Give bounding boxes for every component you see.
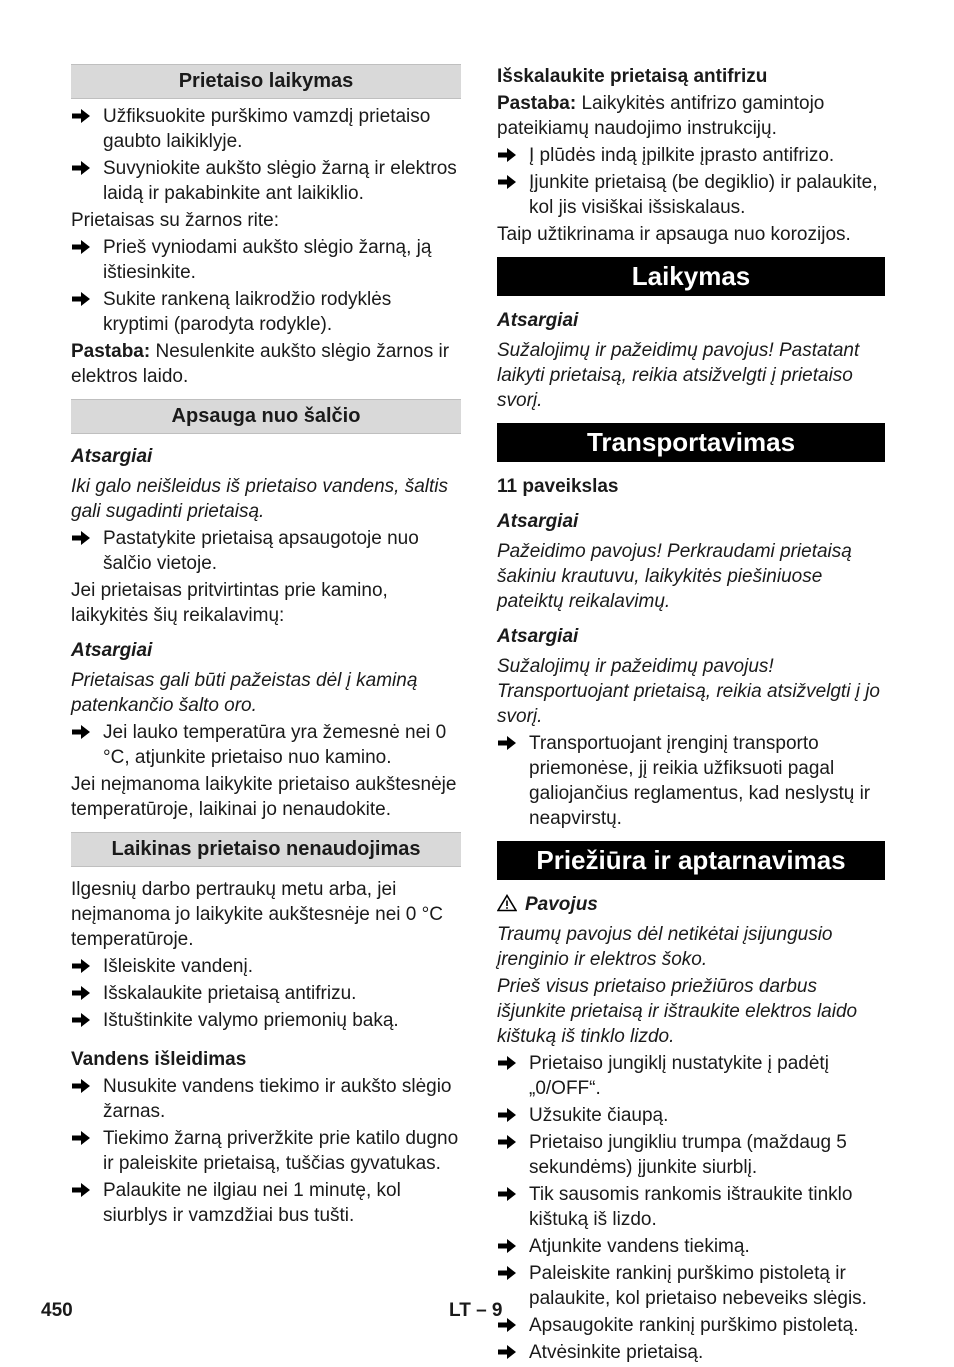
- list-item: Išskalaukite prietaisą antifrizu.: [71, 981, 461, 1006]
- language-page-marker: LT – 9: [449, 1300, 503, 1321]
- arrow-right-icon: [498, 174, 516, 190]
- list-item: Apsaugokite rankinį purškimo pistoletą.: [497, 1313, 885, 1338]
- list-item: Prieš vyniodami aukšto slėgio žarną, ją ištiesinkite.: [71, 235, 461, 285]
- arrow-right-icon: [72, 291, 90, 307]
- chimney-paragraph: Jei prietaisas pritvirtintas prie kamino, laikykitės šių reikalavimų:: [71, 580, 388, 626]
- frost-closing-paragraph: Jei neįmanoma laikykite prietaiso aukštesnėje temperatūroje, laikinai jo nenaudokite.: [71, 774, 457, 820]
- frost-steps: [71, 526, 461, 576]
- list-item: Išleiskite vandenį.: [71, 954, 461, 979]
- arrow-right-icon: [498, 1107, 516, 1123]
- hose-reel-label: Prietaisas su žarnos rite:: [71, 210, 280, 231]
- list-item: Prietaiso jungikliu trumpa (maždaug 5 sekundėms) įjunkite siurblį.: [497, 1130, 885, 1180]
- list-item: Atjunkite vandens tiekimą.: [497, 1234, 885, 1259]
- list-item: Prietaiso jungiklį nustatykite į padėtį „0/OFF“.: [497, 1051, 885, 1101]
- chimney-steps: [71, 720, 461, 770]
- note-paragraph: Pastaba: Nesulenkite aukšto slėgio žarnos ir elektros laido.: [71, 341, 450, 387]
- drain-steps: [71, 1074, 461, 1228]
- hose-reel-steps: [71, 235, 461, 337]
- subheading-antifreeze: Išskalaukite prietaisą antifrizu: [497, 66, 768, 87]
- arrow-right-icon: [498, 1055, 516, 1071]
- arrow-right-icon: [72, 724, 90, 740]
- list-item: Atvėsinkite prietaisą.: [497, 1340, 885, 1365]
- caution-label: Atsargiai: [71, 640, 153, 661]
- caution-text: Pažeidimo pavojus! Perkraudami prietaisą šakiniu krautuvu, laikykitės piešiniuose pateiktų reikalavimų.: [497, 541, 852, 612]
- danger-label: Pavojus: [497, 892, 885, 917]
- corrosion-paragraph: Taip užtikrinama ir apsauga nuo korozijos.: [497, 224, 851, 245]
- list-item: Transportuojant įrenginį transporto priemonėse, jį reikia užfiksuoti pagal galiojančius reglamentus, kad neslystų ir neapvirstų.: [497, 731, 885, 831]
- list-item: Įjunkite prietaisą (be degiklio) ir palaukite, kol jis visiškai išsiskalaus.: [497, 170, 885, 220]
- arrow-right-icon: [498, 1186, 516, 1202]
- antifreeze-steps: [497, 143, 885, 220]
- arrow-right-icon: [498, 1265, 516, 1281]
- section-title-frost-protection: Apsauga nuo šalčio: [71, 399, 461, 434]
- arrow-right-icon: [72, 160, 90, 176]
- arrow-right-icon: [72, 239, 90, 255]
- shutdown-intro: Ilgesnių darbo pertraukų metu arba, jei neįmanoma jo laikykite aukštesnėje nei 0 °C temperatūroje.: [71, 879, 443, 950]
- caution-label: Atsargiai: [497, 511, 579, 532]
- danger-text: Traumų pavojus dėl netikėtai įsijungusio įrenginio ir elektros šoko.: [497, 924, 833, 970]
- caution-label: Atsargiai: [71, 446, 153, 467]
- arrow-right-icon: [498, 735, 516, 751]
- arrow-right-icon: [72, 1182, 90, 1198]
- list-item: Tik sausomis rankomis ištraukite tinklo kištuką iš lizdo.: [497, 1182, 885, 1232]
- page-number: 450: [41, 1300, 73, 1321]
- left-column: [71, 64, 461, 1230]
- caution-label: Atsargiai: [497, 626, 579, 647]
- arrow-right-icon: [72, 958, 90, 974]
- warning-triangle-icon: [497, 894, 517, 912]
- list-item: Užsukite čiaupą.: [497, 1103, 885, 1128]
- list-item: Suvyniokite aukšto slėgio žarną ir elektros laidą ir pakabinkite ant laikiklio.: [71, 156, 461, 206]
- arrow-right-icon: [498, 147, 516, 163]
- caution-label: Atsargiai: [497, 310, 579, 331]
- arrow-right-icon: [72, 985, 90, 1001]
- list-item: Į plūdės indą įpilkite įprasto antifrizo.: [497, 143, 885, 168]
- caution-text: Iki galo neišleidus iš prietaiso vandens, šaltis gali sugadinti prietaisą.: [71, 476, 449, 522]
- arrow-right-icon: [72, 108, 90, 124]
- arrow-right-icon: [72, 1078, 90, 1094]
- list-item: Palaukite ne ilgiau nei 1 minutę, kol siurblys ir vamzdžiai bus tušti.: [71, 1178, 461, 1228]
- arrow-right-icon: [72, 1012, 90, 1028]
- list-item: Tiekimo žarną priveržkite prie katilo dugno ir paleiskite prietaisą, tuščias gyvatukas.: [71, 1126, 461, 1176]
- section-title-device-storage: Prietaiso laikymas: [71, 64, 461, 99]
- maintenance-steps: [497, 1051, 885, 1365]
- caution-text: Sužalojimų ir pažeidimų pavojus! Transportuojant prietaisą, reikia atsižvelgti į jo svorį.: [497, 656, 880, 727]
- list-item: Nusukite vandens tiekimo ir aukšto slėgio žarnas.: [71, 1074, 461, 1124]
- shutdown-steps: [71, 954, 461, 1033]
- list-item: Ištuštinkite valymo priemonių baką.: [71, 1008, 461, 1033]
- section-title-transport: Transportavimas: [497, 423, 885, 462]
- section-title-storage: Laikymas: [497, 257, 885, 296]
- arrow-right-icon: [72, 530, 90, 546]
- figure-reference: 11 paveikslas: [497, 476, 619, 497]
- caution-text: Prietaisas gali būti pažeistas dėl į kaminą patenkančio šalto oro.: [71, 670, 418, 716]
- list-item: Užfiksuokite purškimo vamzdį prietaiso gaubto laikiklyje.: [71, 104, 461, 154]
- storage-steps: [71, 104, 461, 206]
- transport-steps: [497, 731, 885, 831]
- list-item: Paleiskite rankinį purškimo pistoletą ir palaukite, kol prietaiso nebeveiks slėgis.: [497, 1261, 885, 1311]
- caution-text: Sužalojimų ir pažeidimų pavojus! Pastatant laikyti prietaisą, reikia atsižvelgti į prietaiso svorį.: [497, 340, 860, 411]
- note-paragraph: Pastaba: Laikykitės antifrizo gamintojo pateikiamų naudojimo instrukcijų.: [497, 93, 825, 139]
- list-item: Jei lauko temperatūra yra žemesnė nei 0 °C, atjunkite prietaiso nuo kamino.: [71, 720, 461, 770]
- arrow-right-icon: [498, 1134, 516, 1150]
- arrow-right-icon: [498, 1238, 516, 1254]
- list-item: Sukite rankeną laikrodžio rodyklės kryptimi (parodyta rodykle).: [71, 287, 461, 337]
- list-item: Pastatykite prietaisą apsaugotoje nuo šalčio vietoje.: [71, 526, 461, 576]
- right-column: [497, 64, 885, 1367]
- arrow-right-icon: [498, 1344, 516, 1360]
- danger-text: Prieš visus prietaiso priežiūros darbus išjunkite prietaisą ir ištraukite elektros laido kištuką iš tinklo lizdo.: [497, 976, 858, 1047]
- section-title-maintenance: Priežiūra ir aptarnavimas: [497, 841, 885, 880]
- arrow-right-icon: [72, 1130, 90, 1146]
- subheading-water-drain: Vandens išleidimas: [71, 1049, 247, 1070]
- section-title-temporary-shutdown: Laikinas prietaiso nenaudojimas: [71, 832, 461, 867]
